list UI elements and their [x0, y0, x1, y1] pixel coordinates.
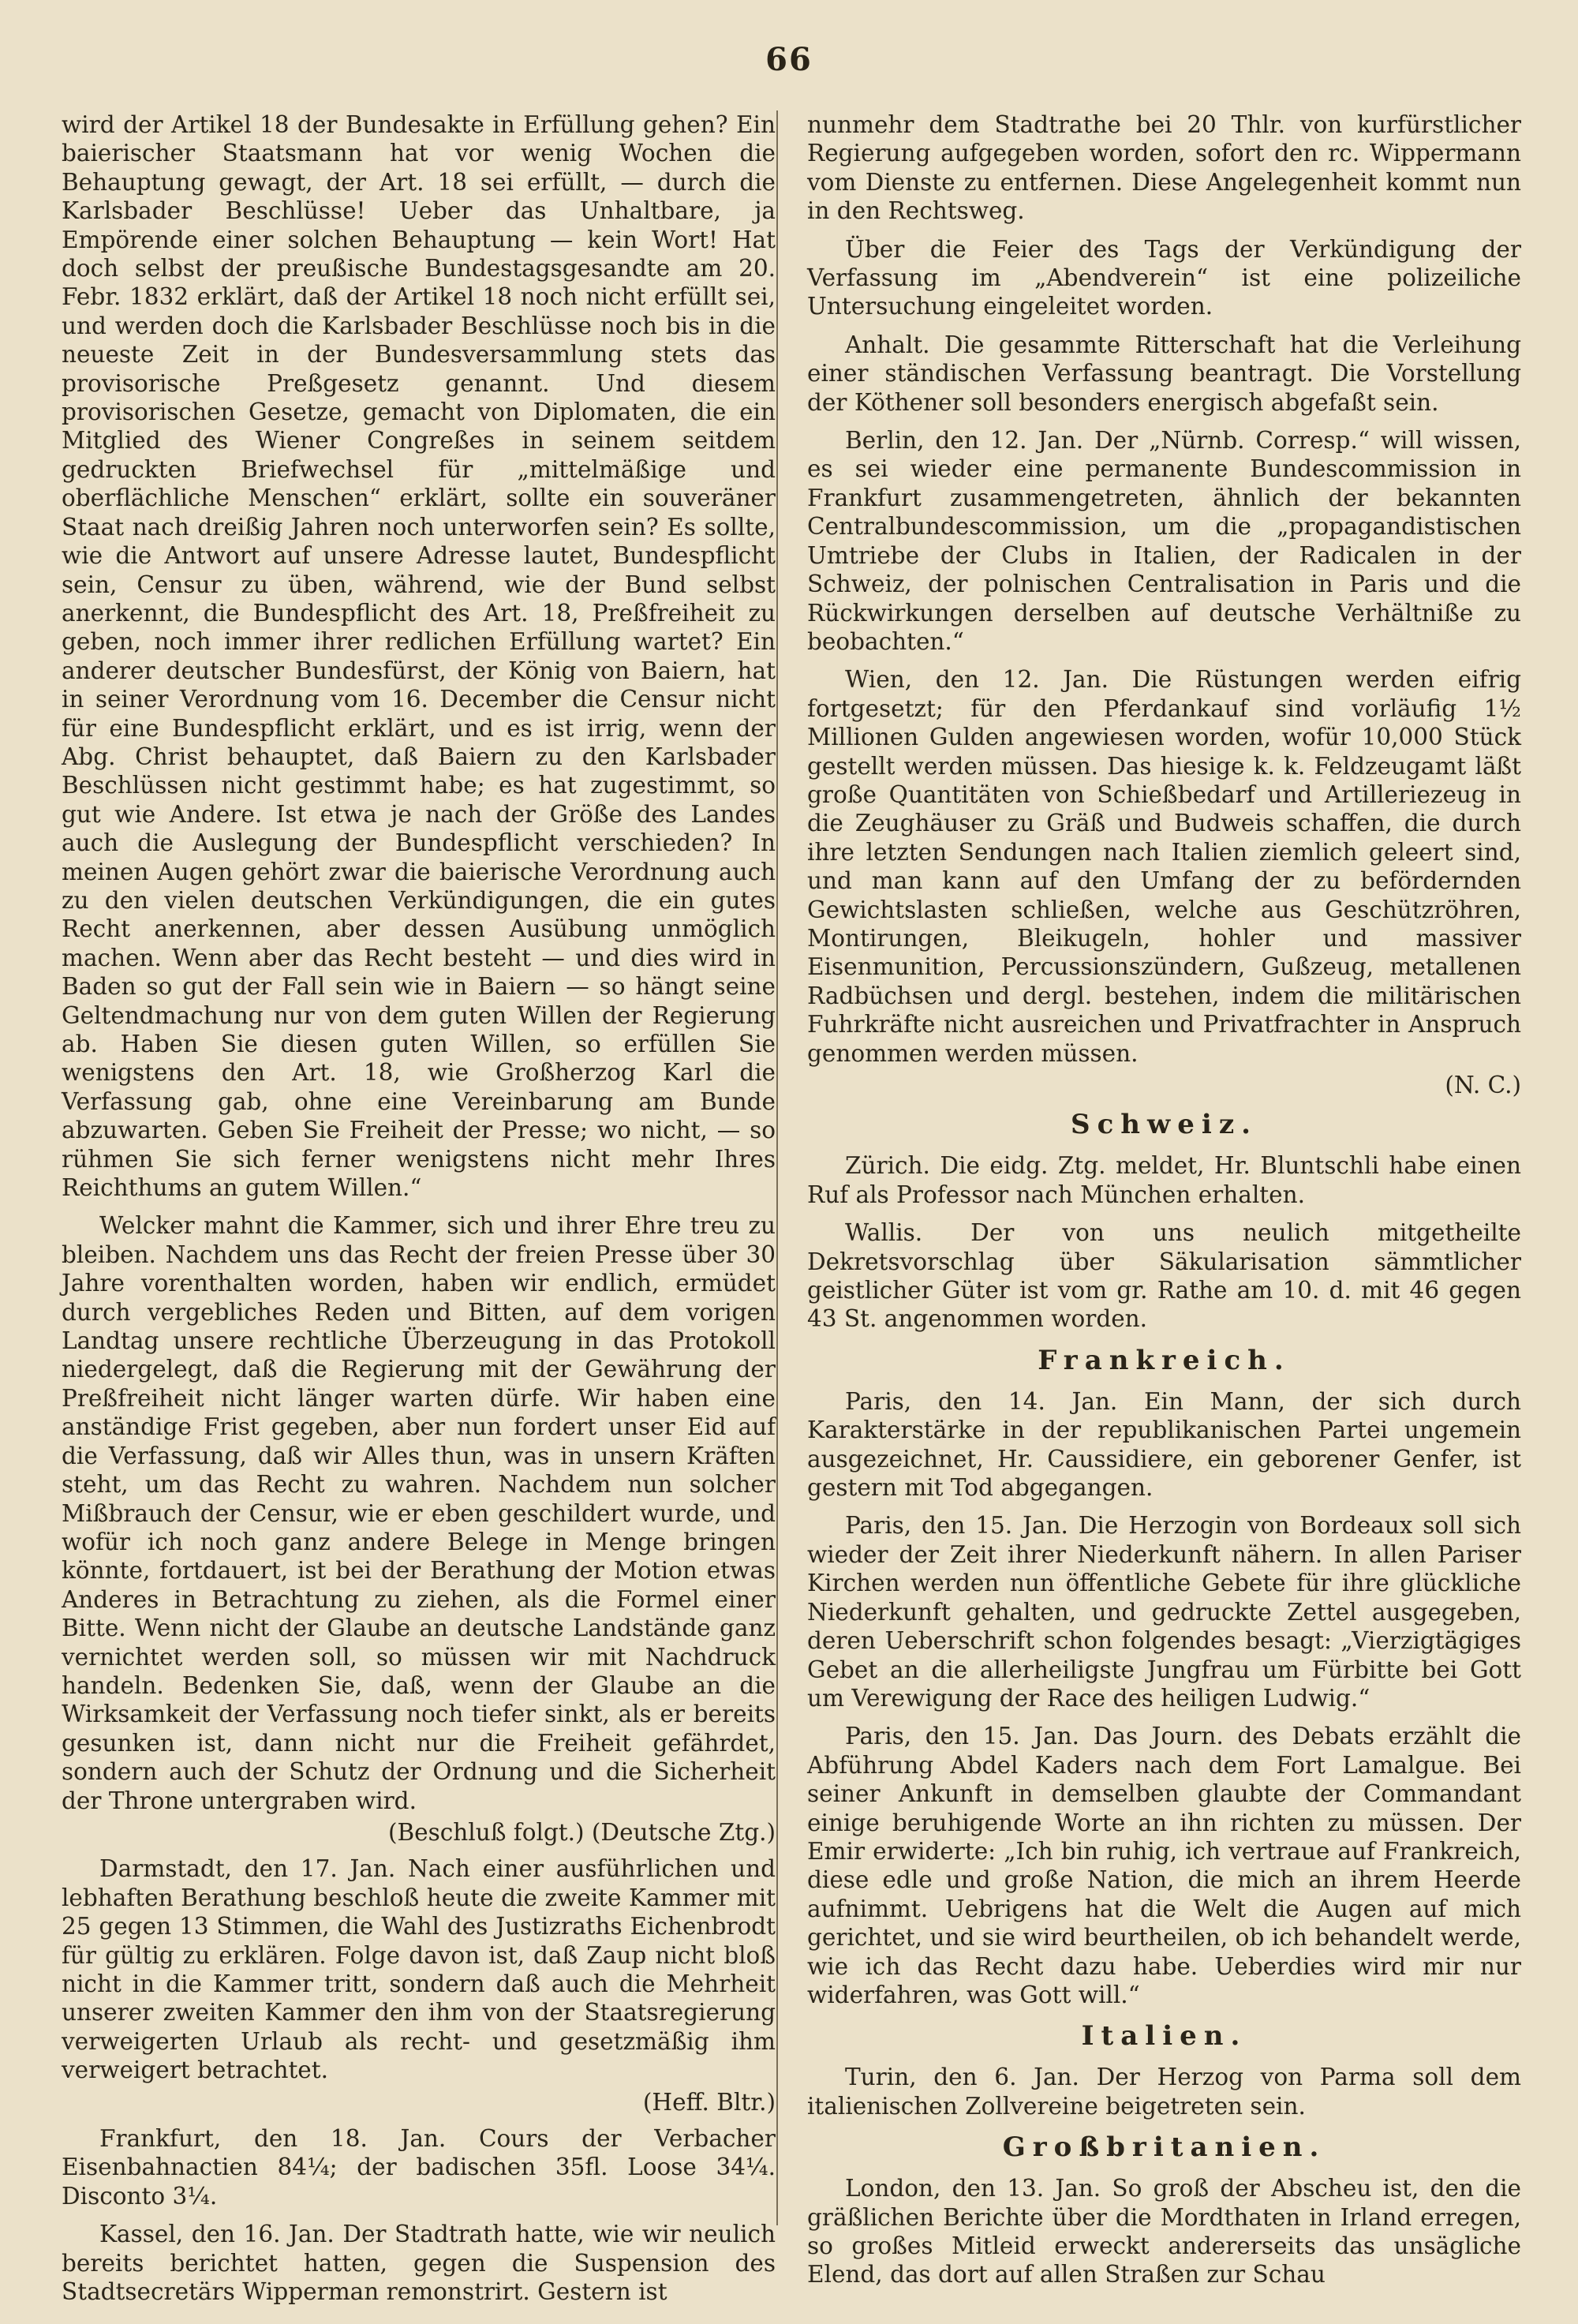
- section-heading-schweiz: Schweiz.: [1071, 1109, 1258, 1141]
- page-number: 66: [765, 41, 813, 78]
- article-paragraph: Über die Feier des Tags der Verkündigung der Verfassung im „Abendverein“ ist eine polizeiliche Untersuchung eingeleitet worden.: [807, 235, 1521, 320]
- article-paragraph: London, den 13. Jan. So groß der Abscheu ist, den die gräßlichen Berichte über die Mordthaten in Irland erregen, so großes Mitleid erweckt andererseits das unsägliche Elend, das dort auf allen Straßen zur Schau: [807, 2175, 1521, 2288]
- article-paragraph: Paris, den 14. Jan. Ein Mann, der sich durch Karakterstärke in der republikanischen Partei ungemein ausgezeichnet, Hr. Caussidiere, ein geborener Genfer, ist gestern mit Tod abgegangen.: [807, 1387, 1521, 1502]
- article-paragraph: nunmehr dem Stadtrathe bei 20 Thlr. von kurfürstlicher Regierung aufgegeben worden, sofort den rc. Wippermann vom Dienste zu entfernen. Diese Angelegenheit kommt nun in den Rechtsweg.: [807, 111, 1521, 225]
- section-heading-grossbritanien: Großbritanien.: [1002, 2131, 1326, 2164]
- article-paragraph: Welcker mahnt die Kammer, sich und ihrer Ehre treu zu bleiben. Nachdem uns das Recht der freien Presse über 30 Jahre vorenthalten worden, haben wir endlich, ermüdet durch vergebliches Reden und Bitten, auf dem vorigen Landtag unsere rechtliche Überzeugung in das Protokoll niedergelegt, daß die Regierung mit der Gewährung der Preßfreiheit nicht länger warten dürfe. Wir haben eine anständige Frist gegeben, aber nun fordert unser Eid auf die Verfassung, daß wir Alles thun, was in unsern Kräften steht, um das Recht zu wahren. Nachdem nun solcher Mißbrauch der Censur, wie er eben geschildert wurde, und wofür ich noch ganz andere Belege in Menge bringen könnte, fortdauert, ist bei der Berathung der Motion etwas Anderes in Betrachtung zu ziehen, als die Formel einer Bitte. Wenn nicht der Glaube an deutsche Landstände ganz vernichtet werden soll, so müssen wir mit Nachdruck handeln. Bedenken Sie, daß, wenn der Glaube an die Wirksamkeit der Verfassung noch tiefer sinkt, als er bereits gesunken ist, dann nicht nur die Freiheit gefährdet, sondern auch der Schutz der Ordnung und die Sicherheit der Throne untergraben wird.: [62, 1212, 776, 1814]
- article-paragraph: Paris, den 15. Jan. Die Herzogin von Bordeaux soll sich wieder der Zeit ihrer Niederkunft nähern. In allen Pariser Kirchen werden nun öffentliche Gebete für ihre glückliche Niederkunft gehalten, und gedruckte Zettel ausgegeben, deren Ueberschrift schon folgendes besagt: „Vierzigtägiges Gebet an die allerheiligste Jungfrau um Fürbitte bei Gott um Verewigung der Race des heiligen Ludwig.“: [807, 1512, 1521, 1712]
- left-column: [62, 110, 776, 2315]
- article-paragraph: Turin, den 6. Jan. Der Herzog von Parma soll dem italienischen Zollvereine beigetreten sein.: [807, 2064, 1521, 2120]
- section-heading-frankreich: Frankreich.: [1038, 1344, 1291, 1376]
- article-paragraph: Kassel, den 16. Jan. Der Stadtrath hatte, wie wir neulich bereits berichtet hatten, gegen die Suspension des Stadtsecretärs Wipperman remonstrirt. Gestern ist: [62, 2221, 776, 2306]
- right-column: [807, 110, 1521, 2299]
- article-paragraph: Darmstadt, den 17. Jan. Nach einer ausführlichen und lebhaften Berathung beschloß heute die zweite Kammer mit 25 gegen 13 Stimmen, die Wahl des Justizraths Eichenbrodt für gültig zu erklären. Folge davon ist, daß Zaup nicht bloß nicht in die Kammer tritt, sondern daß auch die Mehrheit unserer zweiten Kammer den ihm von der Staatsregierung verweigerten Urlaub als recht- und gesetzmäßig ihm verweigert betrachtet.: [62, 1855, 776, 2084]
- article-paragraph: Zürich. Die eidg. Ztg. meldet, Hr. Bluntschli habe einen Ruf als Professor nach München erhalten.: [807, 1152, 1521, 1208]
- source-attribution: (Beschluß folgt.) (Deutsche Ztg.): [387, 1818, 776, 1846]
- article-paragraph: Paris, den 15. Jan. Das Journ. des Debats erzählt die Abführung Abdel Kaders nach dem Fort Lamalgue. Bei seiner Ankunft in demselben glaubte der Commandant einige beruhigende Worte an ihn richten zu müssen. Der Emir erwiderte: „Ich bin ruhig, ich vertraue auf Frankreich, diese edle und große Nation, die mich an ihrem Heerde aufnimmt. Uebrigens hat die Welt die Augen auf mich gerichtet, und sie wird beurtheilen, ob ich behandelt werde, wie ich das Recht dazu habe. Ueberdies wird mir nur widerfahren, was Gott will.“: [807, 1723, 1521, 2008]
- article-paragraph: Wien, den 12. Jan. Die Rüstungen werden eifrig fortgesetzt; für den Pferdankauf sind vorläufig 1½ Millionen Gulden angewiesen worden, wofür 10,000 Stück gestellt werden müssen. Das hiesige k. k. Feldzeugamt läßt große Quantitäten von Schießbedarf und Artilleriezeug in die Zeughäuser zu Gräß und Budweis schaffen, die durch ihre letzten Sendungen nach Italien ziemlich geleert sind, und man kann auf den Umfang der zu befördernden Gewichtslasten schließen, welche aus Geschützröhren, Montirungen, Bleikugeln, hohler und massiver Eisenmunition, Percussionszündern, Gußzeug, metallenen Radbüchsen und dergl. bestehen, indem die militärischen Fuhrkräfte nicht ausreichen und Privatfrachter in Anspruch genommen werden müssen.: [807, 666, 1521, 1067]
- section-heading-italien: Italien.: [1081, 2020, 1247, 2053]
- article-paragraph: wird der Artikel 18 der Bundesakte in Erfüllung gehen? Ein baierischer Staatsmann hat vor wenig Wochen die Behauptung gewagt, der Art. 18 sei erfüllt, — durch die Karlsbader Beschlüsse! Ueber das Unhaltbare, ja Empörende einer solchen Behauptung — kein Wort! Hat doch selbst der preußische Bundestagsgesandte am 20. Febr. 1832 erklärt, daß der Artikel 18 noch nicht erfüllt sei, und werden doch die Karlsbader Beschlüsse noch bis in die neueste Zeit in der Bundesversammlung stets das provisorische Preßgesetz genannt. Und diesem provisorischen Gesetze, gemacht von Diplomaten, die ein Mitglied des Wiener Congreßes in seinem seitdem gedruckten Briefwechsel für „mittelmäßige und oberflächliche Menschen“ erklärt, sollte ein souveräner Staat nach dreißig Jahren noch unterworfen sein? Es sollte, wie die Antwort auf unsere Adresse lautet, Bundespflicht sein, Censur zu üben, während, wie der Bund selbst anerkennt, die Bundespflicht des Art. 18, Preßfreiheit zu geben, noch immer ihrer redlichen Erfüllung wartet? Ein anderer deutscher Bundesfürst, der König von Baiern, hat in seiner Verordnung vom 16. December die Censur nicht für eine Bundespflicht erklärt, und es ist irrig, wenn der Abg. Christ behauptet, daß Baiern zu den Karlsbader Beschlüssen nicht gestimmt habe; es hat zugestimmt, so gut wie Andere. Ist etwa je nach der Größe des Landes auch die Auslegung der Bundespflicht verschieden? In meinen Augen gehört zwar die baierische Verordnung auch zu den vielen deutschen Verkündigungen, die ein gutes Recht anerkennen, aber dessen Ausübung unmöglich machen. Wenn aber das Recht besteht — und dies wird in Baden so gut der Fall sein wie in Baiern — so hängt seine Geltendmachung nur von dem guten Willen der Regierung ab. Haben Sie diesen guten Willen, so erfüllen Sie wenigstens den Art. 18, wie Großherzog Karl die Verfassung gab, ohne eine Vereinbarung am Bunde abzuwarten. Geben Sie Freiheit der Presse; wo nicht, — so rühmen Sie sich ferner wenigstens nicht mehr Ihres Reichthums an gutem Willen.“: [62, 111, 776, 1202]
- article-paragraph: Berlin, den 12. Jan. Der „Nürnb. Corresp.“ will wissen, es sei wieder eine permanente Bundescommission in Frankfurt zusammengetreten, ähnlich der bekannten Centralbundescommission, um die „propagandistischen Umtriebe der Clubs in Italien, der Radicalen in der Schweiz, der polnischen Centralisation in Paris und die Rückwirkungen derselben auf deutsche Verhältniße zu beobachten.“: [807, 427, 1521, 655]
- article-paragraph: Wallis. Der von uns neulich mitgetheilte Dekretsvorschlag über Säkularisation sämmtlicher geistlicher Güter ist vom gr. Rathe am 10. d. mit 46 gegen 43 St. angenommen worden.: [807, 1219, 1521, 1333]
- article-paragraph: Frankfurt, den 18. Jan. Cours der Verbacher Eisenbahnactien 84¼; der badischen 35fl. Loose 34¼. Disconto 3¼.: [62, 2125, 776, 2210]
- source-attribution: (N. C.): [1445, 1072, 1521, 1098]
- source-attribution: (Heff. Bltr.): [642, 2088, 776, 2116]
- article-paragraph: Anhalt. Die gesammte Ritterschaft hat die Verleihung einer ständischen Verfassung beantragt. Die Vorstellung der Köthener soll besonders energisch abgefaßt sein.: [807, 331, 1521, 416]
- column-divider: [776, 110, 778, 2225]
